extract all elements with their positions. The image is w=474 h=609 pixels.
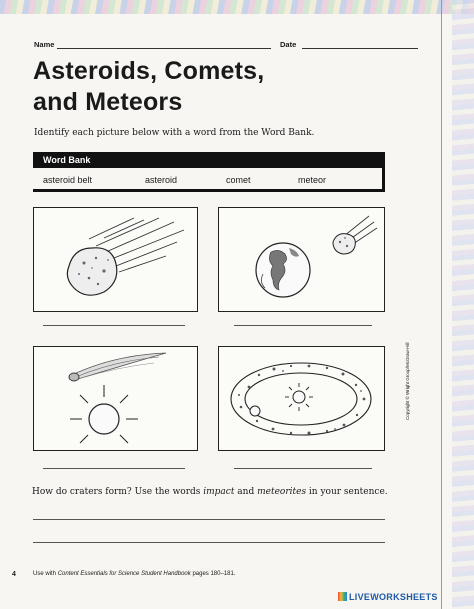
meteor-streak-icon xyxy=(34,208,199,313)
answer-line-1[interactable] xyxy=(43,325,185,326)
date-label: Date xyxy=(280,40,297,49)
word-bank-word: comet xyxy=(226,175,251,185)
answer-line-3[interactable] xyxy=(43,468,185,469)
question-text: in your sentence. xyxy=(306,487,388,497)
response-line-1[interactable] xyxy=(33,519,385,520)
name-label: Name xyxy=(34,40,55,49)
footer-book-title: Content Essentials for Science Student Handbook xyxy=(57,571,191,577)
name-date-row xyxy=(34,40,384,54)
picture-box-1 xyxy=(33,207,198,312)
footer-text: pages 180–181. xyxy=(190,571,236,577)
liveworksheets-watermark xyxy=(338,592,438,602)
name-field[interactable] xyxy=(57,48,271,49)
copyright-notice: Copyright © Wright Group/McGraw-Hill xyxy=(405,342,410,420)
watermark-text: LIVEWORKSHEETS xyxy=(349,592,438,602)
word-bank-word: asteroid belt xyxy=(43,175,93,185)
word-bank-list xyxy=(33,168,385,192)
earth-and-asteroid-icon xyxy=(219,208,386,313)
answer-line-4[interactable] xyxy=(234,468,372,469)
word-bank-word: asteroid xyxy=(145,175,178,185)
page-number: 4 xyxy=(12,571,16,578)
question-keyword-meteorites: meteorites xyxy=(257,487,307,497)
question-keyword-impact: impact xyxy=(203,487,235,497)
footer-citation xyxy=(33,571,236,577)
page-title xyxy=(33,56,264,118)
date-field[interactable] xyxy=(302,48,418,49)
asteroid-belt-orbit-icon xyxy=(219,347,386,452)
picture-box-3 xyxy=(33,346,198,451)
picture-box-2 xyxy=(218,207,385,312)
word-bank-word: meteor xyxy=(298,175,327,185)
liveworksheets-logo-icon xyxy=(338,592,347,601)
answer-line-2[interactable] xyxy=(234,325,372,326)
picture-box-4 xyxy=(218,346,385,451)
footer-text: Use with xyxy=(33,571,58,577)
question-text: How do craters form? Use the words xyxy=(32,487,204,497)
word-bank-title: Word Bank xyxy=(43,155,91,165)
word-bank-header xyxy=(33,152,385,168)
instructions: Identify each picture below with a word from the Word Bank. xyxy=(34,128,315,138)
title-line-2: and Meteors xyxy=(33,88,183,116)
question-prompt xyxy=(32,487,388,497)
title-line-1: Asteroids, Comets, xyxy=(33,57,265,85)
response-line-2[interactable] xyxy=(33,542,385,543)
question-text: and xyxy=(234,487,258,497)
comet-and-sun-icon xyxy=(34,347,199,452)
